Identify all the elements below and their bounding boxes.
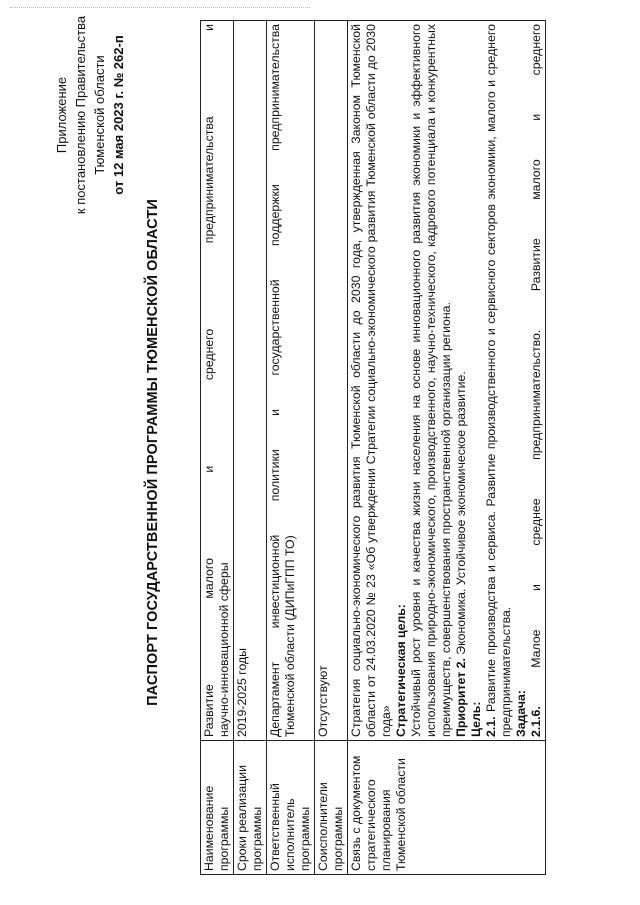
priority-text: Экономика. Устойчивое экономическое развитие. xyxy=(454,371,468,659)
row-value-coexecutors: Отсутствуют xyxy=(315,21,348,741)
row-label-strategy-link: Связь с документом стратегического планирования Тюменской области xyxy=(348,741,546,875)
row-value-name xyxy=(201,21,234,741)
executor-line2: Тюменской области (ДИПиГПП ТО) xyxy=(283,535,297,737)
row-label-executor: Ответственный исполнитель программы xyxy=(267,741,315,875)
approval-block xyxy=(52,15,128,215)
approval-resolution: к постановлению Правительства xyxy=(73,15,88,215)
priority-label: Приоритет 2. xyxy=(454,658,468,737)
strategic-goal-heading: Стратегическая цель: xyxy=(394,604,408,737)
row-value-period: 2019-2025 годы xyxy=(234,21,267,741)
task-line xyxy=(529,24,544,737)
strategic-goal-text: Устойчивый рост уровня и качества жизни населения на основе инновационного развития экономики и эффективного использования природно-экономического, производственного, научно-технического, кадрового потенциала и конкурентных преимуществ, совершенствования пространственной организации региона. xyxy=(409,24,453,737)
document-title: ПАСПОРТ ГОСУДАРСТВЕННОЙ ПРОГРАММЫ ТЮМЕНСКОЙ ОБЛАСТИ xyxy=(145,199,161,706)
task-number: 2.1.6. xyxy=(529,706,543,737)
goal-heading: Цель: xyxy=(469,701,483,737)
task-text: Малое и среднее предпринимательство. Развитие малого и среднего xyxy=(529,24,543,707)
table-row xyxy=(348,21,546,875)
table-row xyxy=(201,21,234,875)
scan-margin-marks xyxy=(10,2,310,8)
program-name-line1: Развитие малого и среднего предпринимательства и xyxy=(202,24,216,737)
priority-line xyxy=(454,24,469,737)
approval-region: Тюменской области xyxy=(92,55,107,175)
passport-table xyxy=(200,20,546,875)
table-row xyxy=(267,21,315,875)
approval-date-number: от 12 мая 2023 г. № 262-п xyxy=(111,35,126,195)
table-row xyxy=(315,21,348,875)
goal-line xyxy=(484,24,514,737)
goal-text: Развитие производства и сервиса. Развитие производственного и сервисного секторов экономики, малого и среднего предпринимательства. xyxy=(484,24,513,737)
goal-number: 2.1. xyxy=(484,716,498,737)
strategy-document: Стратегия социально-экономического развития Тюменской области до 2030 года, утвержденная Законом Тюменской области от 24.03.2020 № 23 «Об утверждении Стратегии социально-экономического развития Тюменской области до 2030 года» xyxy=(349,24,393,737)
executor-line1: Департамент инвестиционной политики и государственной поддержки предпринимательства xyxy=(268,24,282,737)
row-label-coexecutors: Соисполнители программы xyxy=(315,741,348,875)
row-label-period: Сроки реализации программы xyxy=(234,741,267,875)
row-value-executor xyxy=(267,21,315,741)
table-row xyxy=(234,21,267,875)
approval-appendix: Приложение xyxy=(54,76,69,154)
row-value-strategy-link xyxy=(348,21,546,741)
row-label-name: Наименование программы xyxy=(201,741,234,875)
program-name-line2: научно-инновационной сферы xyxy=(217,562,231,737)
task-heading: Задача: xyxy=(514,690,528,737)
